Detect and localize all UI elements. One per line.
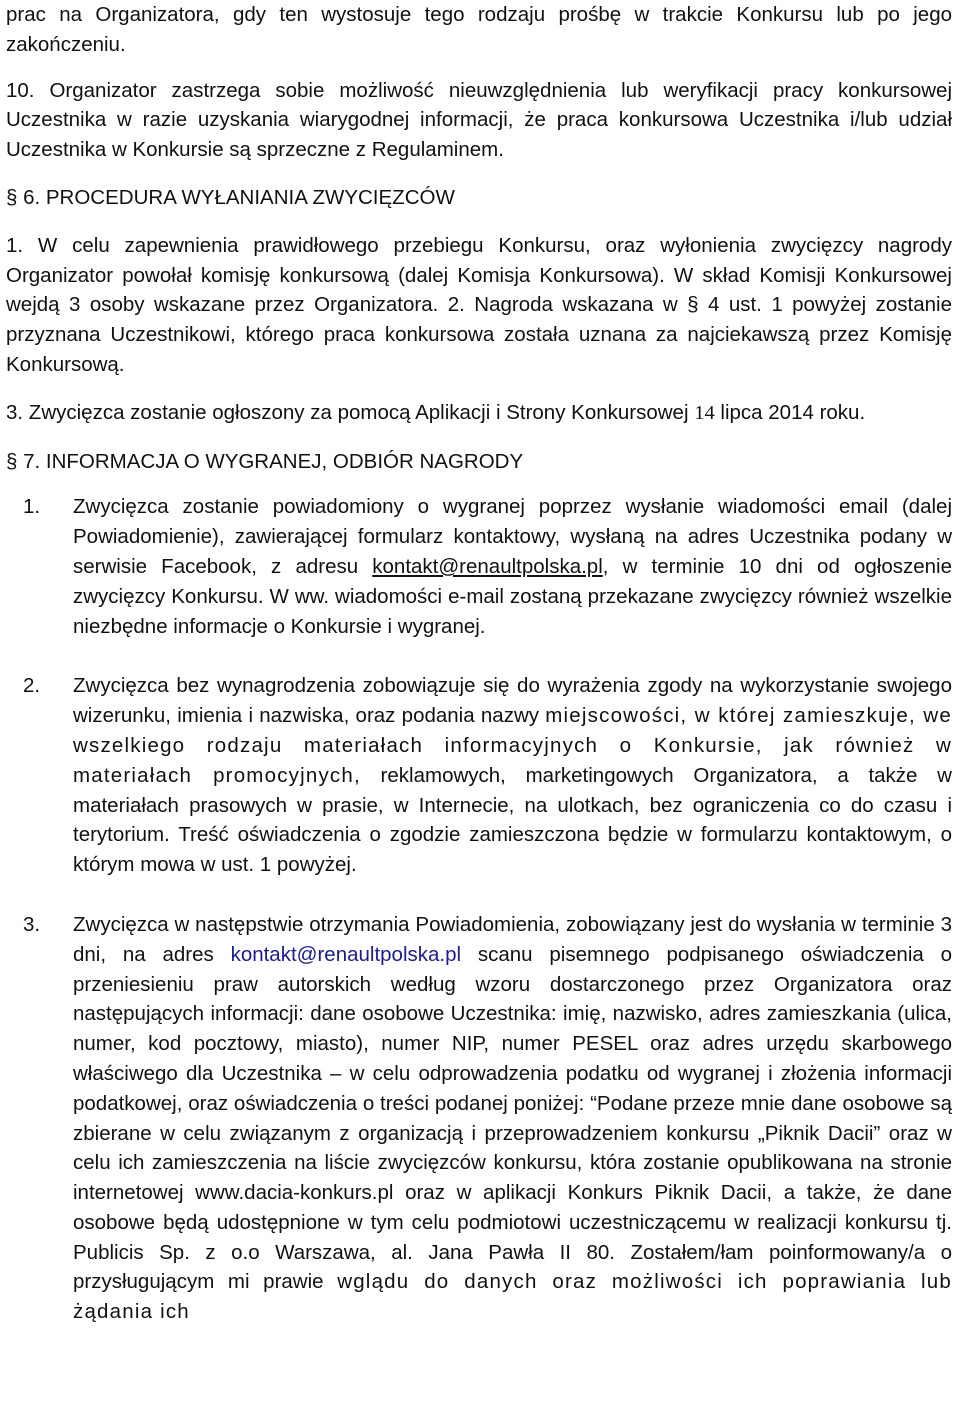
section-7-heading: § 7. INFORMACJA O WYGRANEJ, ODBIÓR NAGRODY bbox=[6, 449, 524, 473]
list-item bbox=[6, 910, 952, 1327]
list-item-number: 2. bbox=[23, 674, 41, 698]
announcement-date-day: 14 bbox=[694, 401, 715, 424]
list-item bbox=[6, 671, 952, 880]
item-2-text-end: reklamowych, marketingowych Organizatora, a także w materiałach prasowych w prasie, w Internecie, na ulotkach, bez ograniczenia co do czasu i terytorium. Treść oświadczenia o zgodzie zamieszczona będzie w formularzu kontaktowym, o którym mowa w ust. 1 powyżej. bbox=[73, 763, 952, 877]
announcement-text-end: lipca 2014 roku. bbox=[714, 400, 866, 424]
item-3-text-spaced: wglądu do danych oraz możliwości ich poprawiania lub żądania ich bbox=[73, 1270, 953, 1324]
section-6-paragraph-1: 1. W celu zapewnienia prawidłowego przebiegu Konkursu, oraz wyłonienia zwycięzcy nagrody Organizator powołał komisję konkursową (dalej Komisja Konkursowa). W skład Komisji Konkursowej wejdą 3 osoby wskazane przez Organizatora. 2. Nagroda wskazana w § 4 ust. 1 powyżej zostanie przyznana Uczestnikowi, którego praca konkursowa została uznana za najciekawszą przez Komisję Konkursową. bbox=[6, 233, 952, 376]
section-6-heading: § 6. PROCEDURA WYŁANIANIA ZWYCIĘZCÓW bbox=[6, 185, 455, 209]
item-3-text-middle: scanu pisemnego podpisanego oświadczenia o przeniesieniu praw autorskich według wzoru dostarczonego przez Organizatora oraz następujących informacji: dane osobowe Uczestnika: imię, nazwisko, adres zamieszkania (ulica, numer, kod pocztowy, miasto), numer NIP, numer PESEL oraz adres urzędu skarbowego właściwego dla Uczestnika – w celu odprowadzenia podatku od wygranej i złożenia informacji podatkowej, oraz oświadczenia o treści podanej poniżej: “Podane przeze mnie dane osobowe są zbierane w celu związanym z organizacją i przeprowadzeniem konkursu „Piknik Dacii” oraz w celu ich zamieszczenia na liście zwycięzców konkursu, która zostanie opublikowana na stronie internetowej www.dacia-konkurs.pl oraz w aplikacji Konkurs Piknik Dacii, a także, że dane osobowe będą udostępnione w tym celu podmiotowi uczestniczącemu w realizacji konkursu tj. Publicis Sp. z o.o Warszawa, al. Jana Pawła II 80. Zostałem/łam poinformowany/a o przysługującym mi prawie bbox=[73, 942, 952, 1294]
intro-paragraph: prac na Organizatora, gdy ten wystosuje tego rodzaju prośbę w trakcie Konkursu lub po jego zakończeniu. bbox=[6, 3, 952, 56]
section-6-paragraph-3 bbox=[6, 398, 952, 429]
list-item-number: 1. bbox=[23, 495, 41, 519]
item-2-text-spaced: miejscowości, w której zamieszkuje, we wszelkiego rodzaju materiałach informacyjnych o Konkursie, jak również w materiałach promocyjnych, bbox=[73, 704, 952, 787]
announcement-text: 3. Zwycięzca zostanie ogłoszony za pomocą Aplikacji i Strony Konkursowej bbox=[6, 400, 695, 424]
item-1-text: Zwycięzca zostanie powiadomiony o wygranej poprzez wysłanie wiadomości email (dalej Powiadomienie), zawierającej formularz kontaktowy, wysłaną na adres Uczestnika podany w serwisie Facebook, z adresu bbox=[73, 495, 952, 578]
paragraph-10: 10. Organizator zastrzega sobie możliwość nieuwzględnienia lub weryfikacji pracy konkursowej Uczestnika w razie uzyskania wiarygodnej informacji, że praca konkursowa Uczestnika i/lub udział Uczestnika w Konkursie są sprzeczne z Regulaminem. bbox=[6, 78, 952, 162]
item-3-text: Zwycięzca w następstwie otrzymania Powiadomienia, zobowiązany jest do wysłania w terminie 3 dni, na adres bbox=[73, 912, 952, 966]
email-link[interactable]: kontakt@renaultpolska.pl bbox=[230, 942, 462, 966]
email-link[interactable]: kontakt@renaultpolska.pl bbox=[372, 554, 603, 578]
list-item bbox=[6, 492, 952, 641]
section-7-list bbox=[6, 492, 952, 1327]
item-1-text-end: , w terminie 10 dni od ogłoszenie zwycięzcy Konkursu. W ww. wiadomości e-mail zostaną przekazane zwycięzcy również wszelkie niezbędne informacje o Konkursie i wygranej. bbox=[73, 554, 952, 638]
list-item-number: 3. bbox=[23, 912, 41, 936]
item-2-text: Zwycięzca bez wynagrodzenia zobowiązuje się do wyrażenia zgody na wykorzystanie swojego wizerunku, imienia i nazwiska, oraz podania nazwy bbox=[73, 674, 952, 728]
